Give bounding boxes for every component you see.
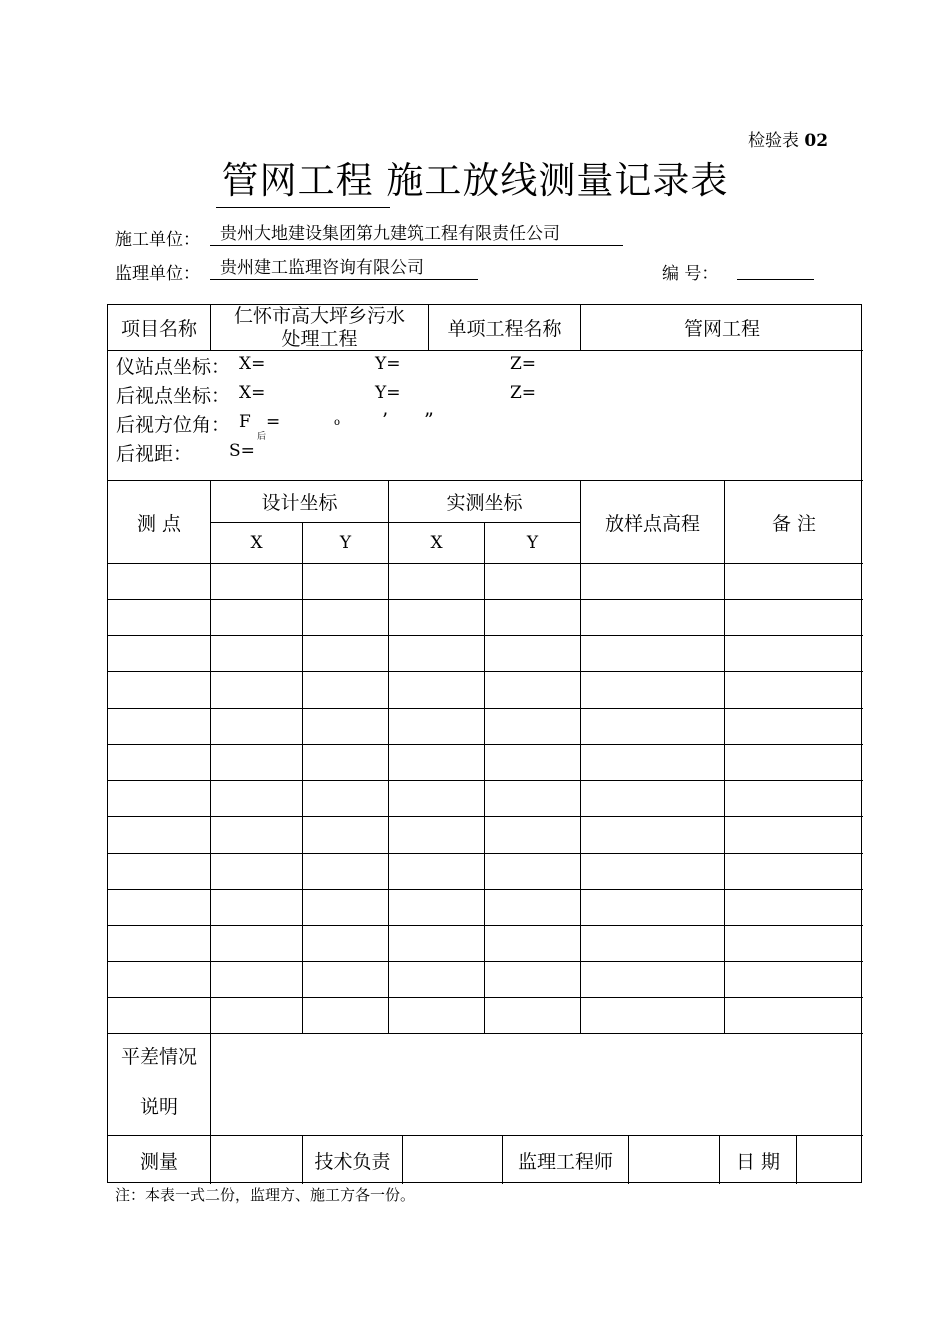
azimuth-f-subscript: 后	[257, 432, 267, 442]
tech-lead-signature-field[interactable]	[403, 1136, 502, 1184]
backsight-x: X=	[239, 383, 266, 403]
azimuth-label: 后视方位角：	[116, 414, 231, 436]
supervision-unit-label: 监理单位：	[115, 264, 200, 284]
elevation-header: 放样点高程	[604, 512, 700, 535]
project-name-label: 项目名称	[120, 318, 197, 340]
project-name-line1: 仁怀市高大坪乡污水	[233, 304, 405, 327]
backsight-y: Y=	[375, 383, 401, 403]
station-z: Z=	[510, 354, 537, 374]
distance-label: 后视距：	[116, 443, 193, 465]
footnote: 注：本表一式二份，监理方、施工方各一份。	[115, 1186, 416, 1204]
design-y-header: Y	[339, 533, 352, 553]
measurer-signature-field[interactable]	[211, 1136, 302, 1184]
form-code-prefix: 检验表	[748, 131, 799, 151]
supervising-engineer-label: 监理工程师	[517, 1150, 613, 1173]
station-coord-label: 仪站点坐标：	[116, 356, 231, 378]
azimuth-minute-mark: ’	[382, 409, 389, 431]
design-coord-header: 设计坐标	[261, 492, 338, 514]
page-title: 管网工程 施工放线测量记录表	[221, 159, 729, 202]
sub-project-value: 管网工程	[683, 318, 760, 340]
project-name-line2: 处理工程	[281, 327, 358, 350]
supervision-unit-value: 贵州建工监理咨询有限公司	[210, 258, 478, 280]
azimuth-f: F	[239, 412, 251, 432]
deviation-label-line1: 平差情况	[120, 1045, 197, 1068]
design-x-header: X	[250, 533, 263, 553]
project-name-value	[211, 305, 428, 350]
azimuth-equals: =	[266, 412, 281, 432]
backsight-coord-label: 后视点坐标：	[116, 385, 231, 407]
title-underline	[216, 207, 390, 208]
tech-lead-label: 技术负责	[314, 1150, 391, 1173]
point-header: 测 点	[136, 512, 182, 535]
measured-y-header: Y	[526, 533, 539, 553]
station-x: X=	[239, 354, 266, 374]
measured-x-header: X	[430, 533, 443, 553]
measured-coord-header: 实测坐标	[446, 492, 523, 514]
backsight-z: Z=	[510, 383, 537, 403]
deviation-notes-field[interactable]	[211, 1034, 863, 1135]
date-label: 日 期	[735, 1150, 781, 1173]
remark-header: 备 注	[771, 512, 817, 535]
date-field[interactable]	[797, 1136, 863, 1184]
number-label: 编 号：	[662, 264, 719, 284]
measurer-label: 测量	[139, 1150, 178, 1173]
form-code	[748, 126, 828, 151]
survey-record-table	[107, 304, 862, 1183]
azimuth-degree-mark: o	[334, 417, 341, 428]
station-y: Y=	[375, 354, 401, 374]
construction-unit-label: 施工单位：	[115, 230, 200, 250]
number-value	[737, 258, 814, 280]
deviation-label-line2: 说明	[139, 1095, 178, 1118]
sub-project-label: 单项工程名称	[447, 318, 562, 340]
construction-unit-value: 贵州大地建设集团第九建筑工程有限责任公司	[210, 224, 623, 246]
supervising-engineer-signature-field[interactable]	[629, 1136, 719, 1184]
form-code-number: 02	[804, 131, 829, 151]
distance-s: S=	[229, 441, 255, 461]
azimuth-second-mark: ”	[424, 409, 434, 431]
